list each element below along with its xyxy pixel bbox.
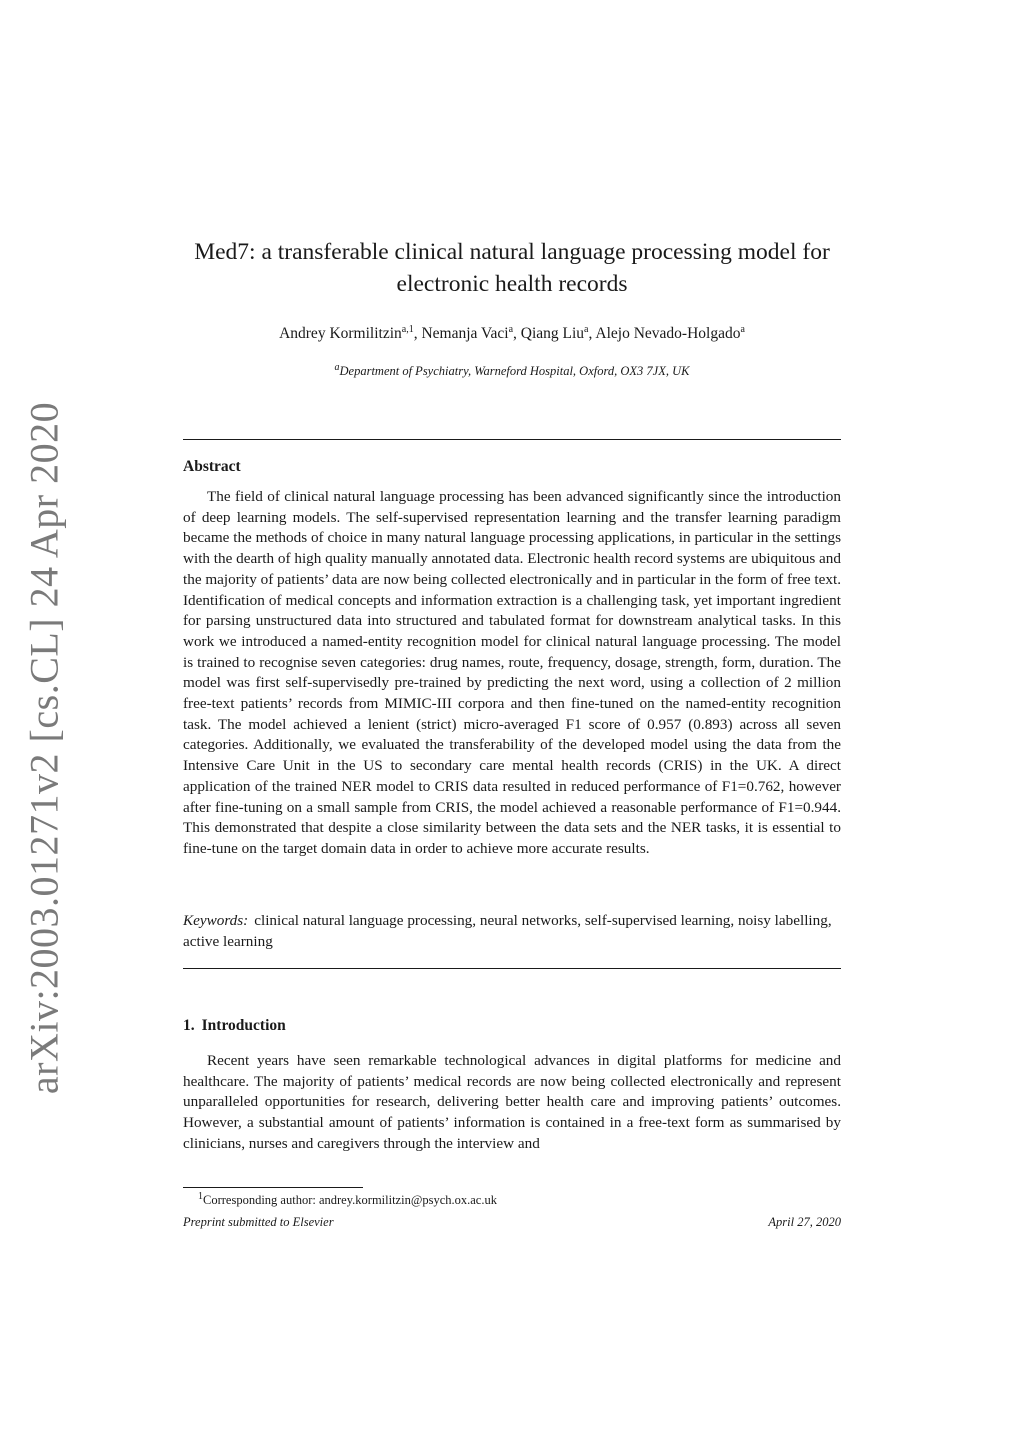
keywords-text: clinical natural language processing, neural networks, self-supervised learning, noisy labelling, active learning [183, 912, 832, 950]
keywords-label: Keywords: [183, 912, 249, 929]
footnote-divider [183, 1187, 363, 1188]
abstract-heading: Abstract [183, 458, 241, 475]
affiliation: $^a$Department of Psychiatry, Warneford Hospital, Oxford, OX3 7JX, UK [334, 361, 690, 378]
footnote: $^1$Corresponding author: andrey.kormilitzin@psych.ox.ac.uk [198, 1190, 497, 1207]
author-list [150, 324, 874, 344]
section-heading-introduction [183, 1016, 286, 1036]
introduction-text: Recent years have seen remarkable technological advances in digital platforms for medicine and healthcare. The majority of patients’ medical records are now being collected electronically and represent unparalleled opportunities for research, delivering better health care and improving patients’ outcomes. However, a substantial amount of patients’ information is contained in a free-text form as summarised by clinicians, nurses and caregivers through the interview and [183, 1052, 841, 1152]
footer-preprint-note: Preprint submitted to Elsevier [183, 1215, 334, 1229]
section-number: 1. [183, 1017, 195, 1034]
author: Nemanja Vaci$^a$, [421, 323, 521, 342]
author: Andrey Kormilitzin$^{a,1}$, [279, 323, 422, 342]
author: Qiang Liu$^a$, [520, 323, 596, 342]
author: Alejo Nevado-Holgado$^a$ [595, 323, 745, 342]
footer-date: April 27, 2020 [768, 1215, 841, 1229]
abstract-text: The field of clinical natural language processing has been advanced significantly since the introduction of deep learning models. The self-supervised representation learning and the transfer learning paradigm became the methods of choice in many natural language processing applications, in particular in the settings with the dearth of high quality manually annotated data. Electronic health record systems are ubiquitous and the majority of patients’ data are now being collected electronically and in particular in the form of free text. Identification of medical concepts and information extraction is a challenging task, yet important ingredient for parsing unstructured data into structured and tabulated format for downstream analytical tasks. In this work we introduced a named-entity recognition model for clinical natural language processing. The model is trained to recognise seven categories: drug names, route, frequency, dosage, strength, form, duration. The model was first self-supervisedly pre-trained by predicting the next word, using a collection of 2 million free-text patients’ records from MIMIC-III corpora and then fine-tuned on the named-entity recognition task. The model achieved a lenient (strict) micro-averaged F1 score of 0.957 (0.893) across all seven categories. Additionally, we evaluated the transferability of the developed model using the data from the Intensive Care Unit in the US to secondary care mental health records (CRIS) in the UK. A direct application of the trained NER model to CRIS data resulted in reduced performance of F1=0.762, however after fine-tuning on a small sample from CRIS, the model achieved a reasonable performance of F1=0.944. This demonstrated that despite a close similarity between the data sets and the NER tasks, it is essential to fine-tune on the target domain data in order to achieve more accurate results. [183, 488, 841, 857]
keywords [183, 911, 841, 952]
footnote-text[interactable]: Corresponding author: andrey.kormilitzin@psych.ox.ac.uk [203, 1193, 497, 1207]
section-title: Introduction [201, 1017, 286, 1034]
arxiv-identifier[interactable]: arXiv:2003.01271v2 [cs.CL] 24 Apr 2020 [21, 401, 67, 1095]
paper-title: Med7: a transferable clinical natural language processing model for electronic health records [194, 239, 830, 297]
abstract-top-divider [183, 439, 841, 440]
abstract-bottom-divider [183, 968, 841, 969]
